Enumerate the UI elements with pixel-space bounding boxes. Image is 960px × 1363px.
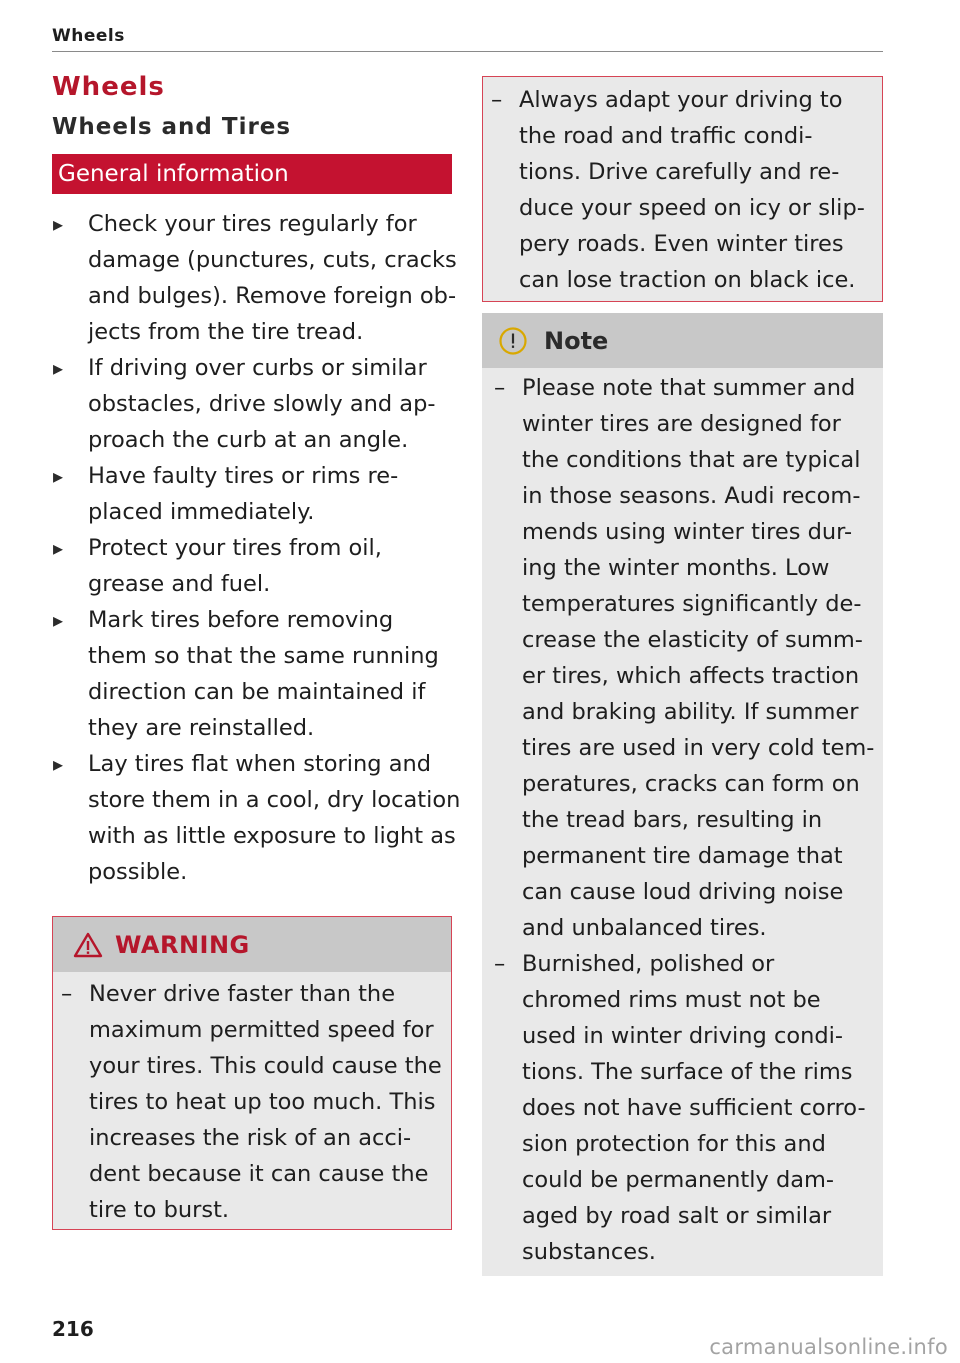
instruction-item-line: jects from the tire tread. xyxy=(88,319,364,345)
warning-continued-item-line: duce your speed on icy or slip- xyxy=(519,195,865,221)
warning-continued-item-line: the road and traffic condi- xyxy=(519,123,813,149)
instruction-item-line: obstacles, drive slowly and ap- xyxy=(88,391,436,417)
note-box xyxy=(482,313,883,1276)
note-item xyxy=(494,946,883,1270)
note-item-line: sion protection for this and xyxy=(522,1131,826,1157)
instruction-item xyxy=(52,602,452,746)
running-header: Wheels xyxy=(52,26,125,46)
note-item-line: aged by road salt or similar xyxy=(522,1203,832,1229)
warning-item-line: increases the risk of an acci- xyxy=(89,1125,412,1151)
warning-continued-item-line: tions. Drive carefully and re- xyxy=(519,159,840,185)
note-item-line: in those seasons. Audi recom- xyxy=(522,483,861,509)
note-item-line: does not have sufficient corro- xyxy=(522,1095,866,1121)
instruction-item xyxy=(52,206,457,350)
instruction-item-line: placed immediately. xyxy=(88,499,315,525)
instruction-item xyxy=(52,746,461,890)
warning-continued-list xyxy=(491,82,882,298)
warning-item-line: – Never drive faster than the xyxy=(89,981,396,1007)
instruction-item-line: direction can be maintained if xyxy=(88,679,426,705)
note-item-line: tions. The surface of the rims xyxy=(522,1059,853,1085)
note-item-line: could be permanently dam- xyxy=(522,1167,835,1193)
warning-item-line: dent because it can cause the xyxy=(89,1161,429,1187)
note-list xyxy=(482,370,883,1270)
warning-continued-item-line: pery roads. Even winter tires xyxy=(519,231,844,257)
instruction-item-line: damage (punctures, cuts, cracks xyxy=(88,247,457,273)
warning-box xyxy=(52,916,452,1230)
warning-item-line: tire to burst. xyxy=(89,1197,230,1223)
warning-list xyxy=(53,976,451,1228)
warning-continued-item-line: – Always adapt your driving to xyxy=(519,87,843,113)
note-item-line: peratures, cracks can form on xyxy=(522,771,860,797)
note-item-line: and braking ability. If summer xyxy=(522,699,859,725)
watermark: carmanualsonline.info xyxy=(709,1335,948,1359)
header-rule xyxy=(52,51,883,52)
note-item-line: winter tires are designed for xyxy=(522,411,841,437)
note-header xyxy=(482,313,883,368)
warning-title: WARNING xyxy=(115,930,250,959)
note-item-line: the tread bars, resulting in xyxy=(522,807,823,833)
note-item-line: can cause loud driving noise xyxy=(522,879,844,905)
instruction-item-line: proach the curb at an angle. xyxy=(88,427,409,453)
note-item-line: permanent tire damage that xyxy=(522,843,843,869)
instruction-item xyxy=(52,458,452,530)
warning-item-line: tires to heat up too much. This xyxy=(89,1089,436,1115)
instruction-item-line: ▸ Mark tires before removing xyxy=(88,607,394,633)
warning-continued-box xyxy=(482,76,883,302)
instruction-item-line: with as little exposure to light as xyxy=(88,823,456,849)
page-number: 216 xyxy=(52,1317,94,1341)
instruction-item-line: they are reinstalled. xyxy=(88,715,315,741)
left-column xyxy=(52,72,461,890)
note-item-line: temperatures significantly de- xyxy=(522,591,862,617)
note-title: Note xyxy=(544,326,609,355)
note-item-line: substances. xyxy=(522,1239,656,1265)
warning-triangle-icon xyxy=(73,932,103,958)
subsection-title: Wheels and Tires xyxy=(52,114,292,140)
instruction-item-line: them so that the same running xyxy=(88,643,439,669)
note-item xyxy=(494,370,883,946)
note-circle-exclamation-icon xyxy=(498,326,528,356)
warning-header xyxy=(53,917,451,972)
general-information-banner: General information xyxy=(52,154,452,194)
note-item-line: used in winter driving condi- xyxy=(522,1023,843,1049)
instruction-item xyxy=(52,530,452,602)
note-item-line: and unbalanced tires. xyxy=(522,915,767,941)
instruction-list xyxy=(52,206,461,890)
instruction-item-line: ▸ Protect your tires from oil, xyxy=(88,535,382,561)
warning-item-line: maximum permitted speed for xyxy=(89,1017,434,1043)
instruction-item xyxy=(52,350,452,458)
note-item-line: ing the winter months. Low xyxy=(522,555,830,581)
instruction-item-line: store them in a cool, dry location xyxy=(88,787,461,813)
instruction-item-line: ▸ Lay tires flat when storing and xyxy=(88,751,432,777)
instruction-item-line: and bulges). Remove foreign ob- xyxy=(88,283,457,309)
instruction-item-line: ▸ If driving over curbs or similar xyxy=(88,355,427,381)
warning-item xyxy=(61,976,451,1228)
note-item-line: the conditions that are typical xyxy=(522,447,861,473)
note-item-line: crease the elasticity of summ- xyxy=(522,627,863,653)
instruction-item-line: grease and fuel. xyxy=(88,571,271,597)
instruction-item-line: ▸ Have faulty tires or rims re- xyxy=(88,463,399,489)
note-item-line: er tires, which affects traction xyxy=(522,663,860,689)
note-item-line: tires are used in very cold tem- xyxy=(522,735,875,761)
note-item-line: – Burnished, polished or xyxy=(522,951,775,977)
warning-continued-item-line: can lose traction on black ice. xyxy=(519,267,856,293)
note-item-line: chromed rims must not be xyxy=(522,987,821,1013)
warning-continued-item xyxy=(491,82,882,298)
note-item-line: mends using winter tires dur- xyxy=(522,519,853,545)
section-title: Wheels xyxy=(52,72,165,102)
note-item-line: – Please note that summer and xyxy=(522,375,856,401)
warning-item-line: your tires. This could cause the xyxy=(89,1053,442,1079)
instruction-item-line: ▸ Check your tires regularly for xyxy=(88,211,417,237)
instruction-item-line: possible. xyxy=(88,859,188,885)
